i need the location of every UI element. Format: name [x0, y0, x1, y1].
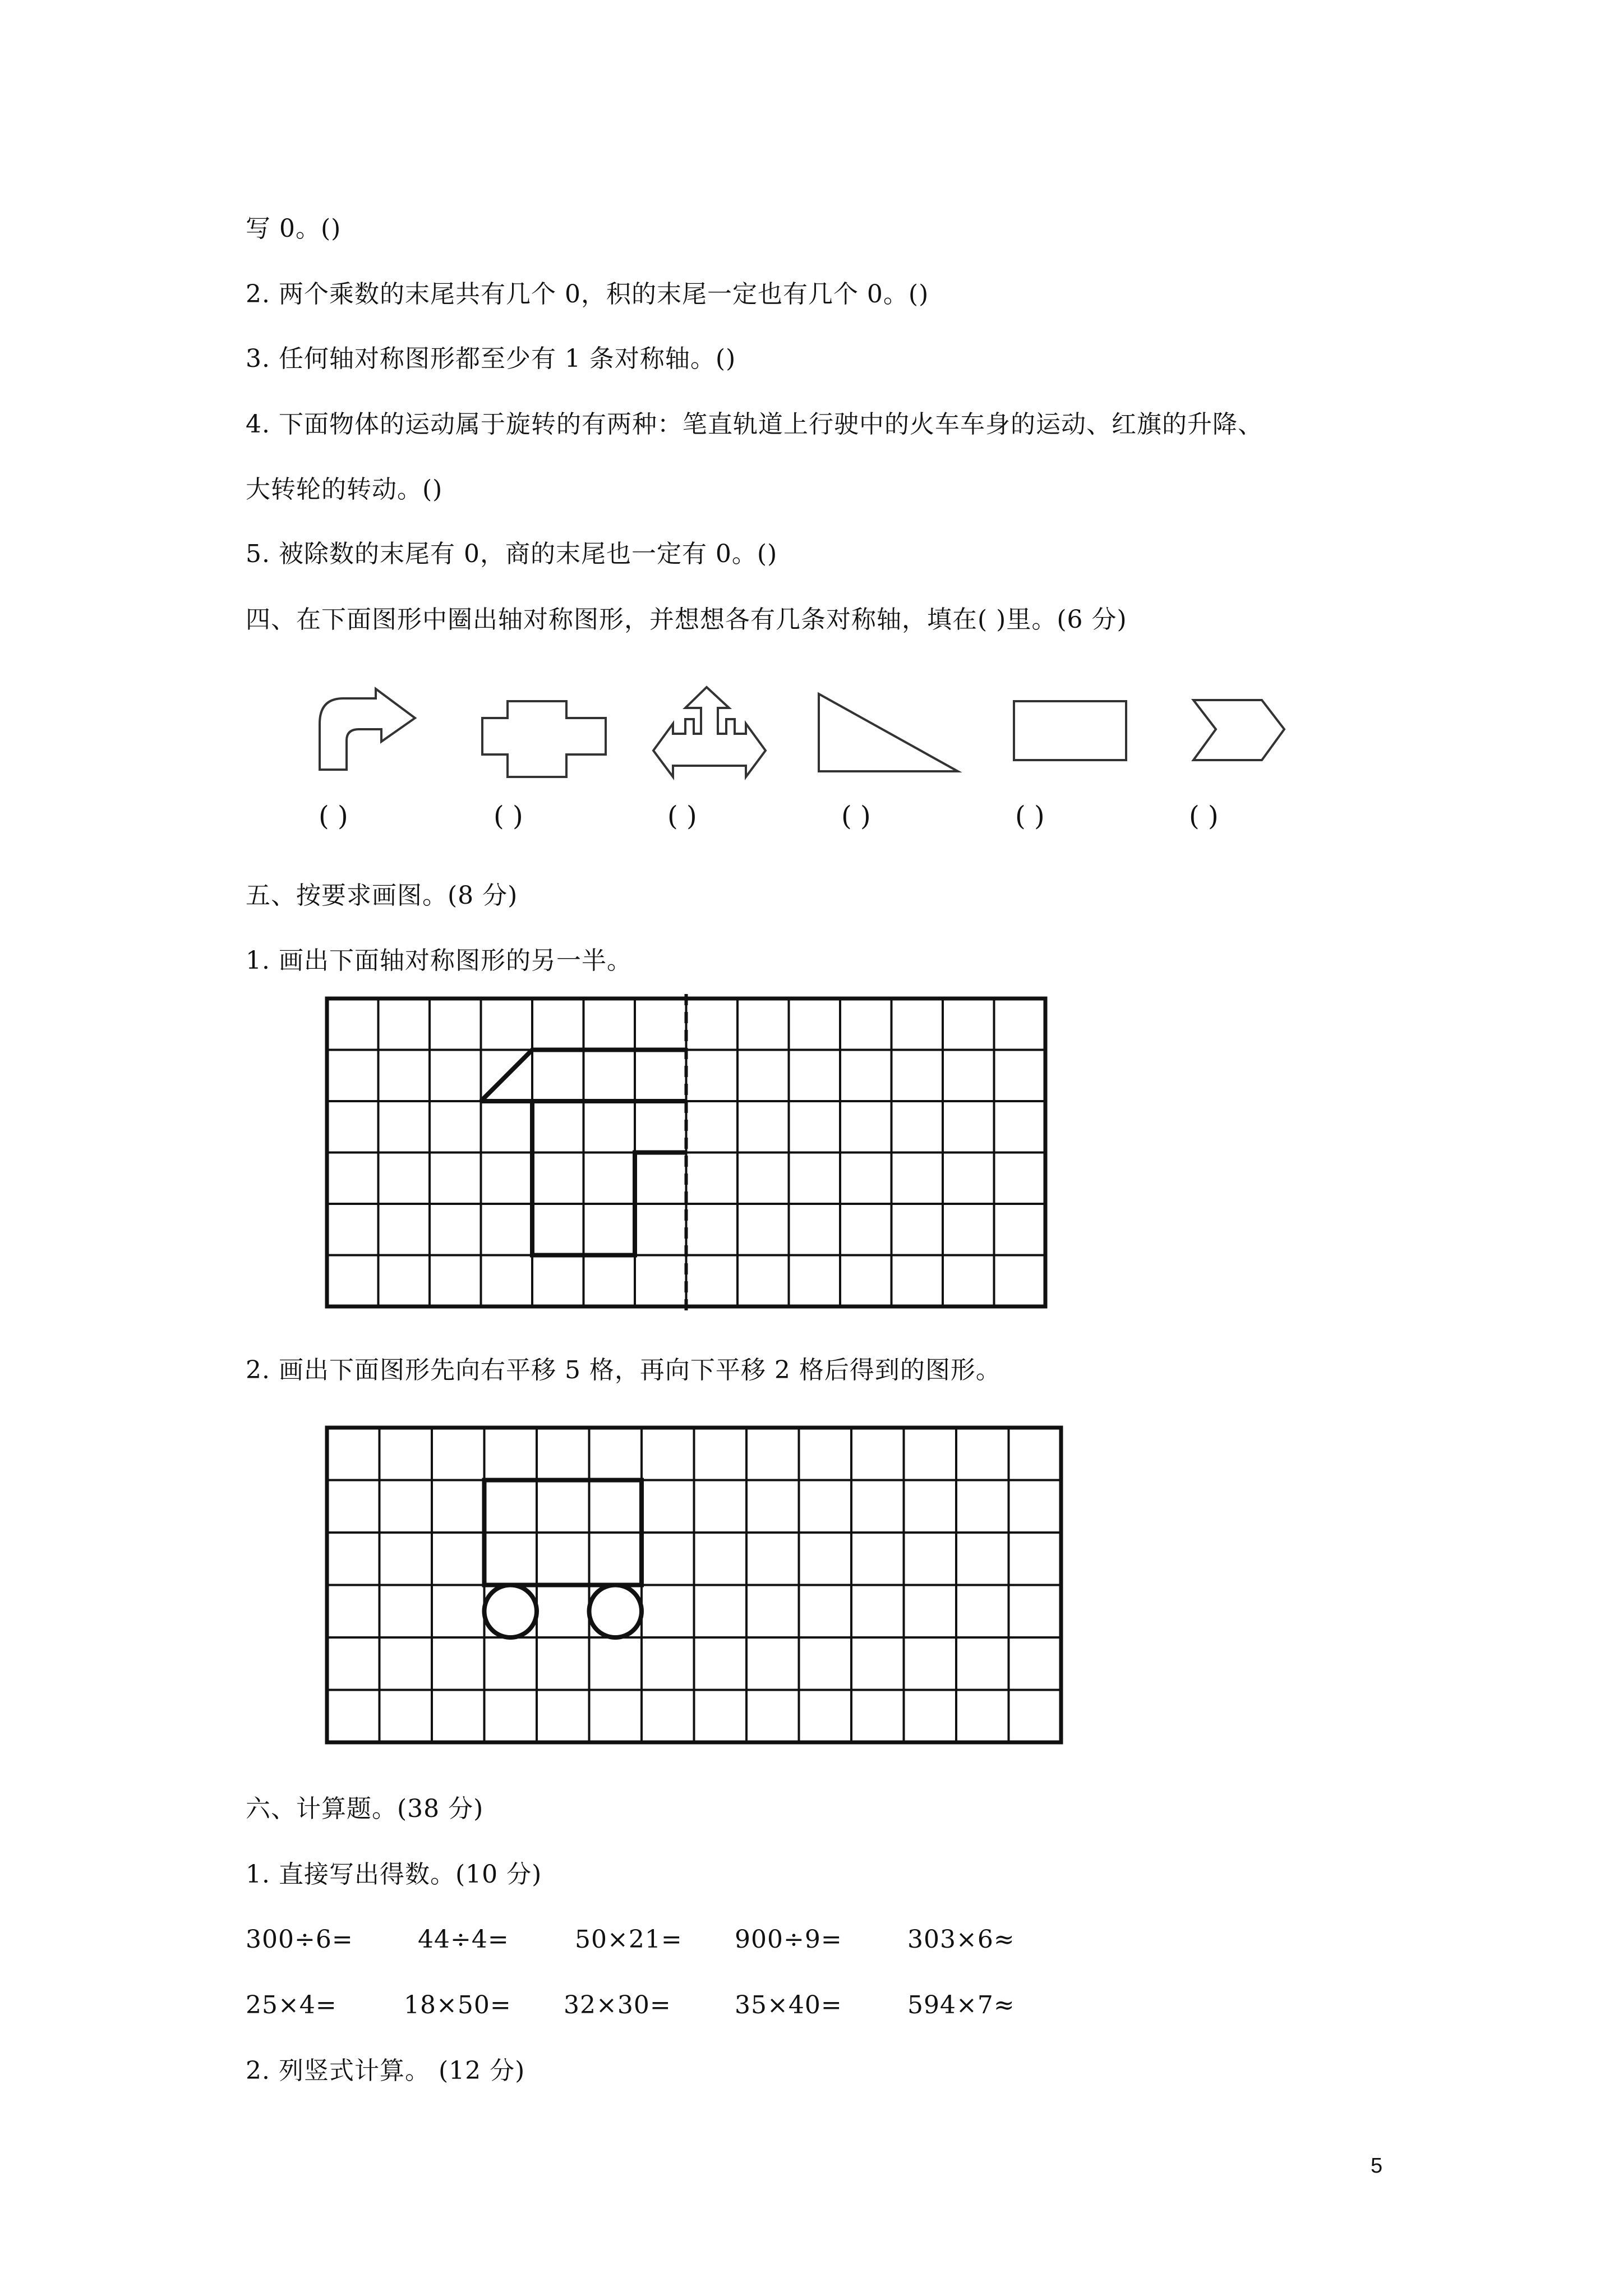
calc-row2-item2: 18×50=: [404, 1991, 511, 2019]
cart-wheel-left: [485, 1585, 537, 1638]
answer-blank-3[interactable]: ( ): [667, 800, 697, 832]
calc-row1-item1: 300÷6=: [246, 1925, 353, 1954]
calc-row2-item4: 35×40=: [735, 1991, 842, 2019]
right-triangle-icon: [819, 694, 958, 771]
section4-title: 四、在下面图形中圈出轴对称图形，并想想各有几条对称轴，填在( )里。(6 分): [246, 605, 1127, 634]
triple-arrow-icon: [653, 687, 766, 777]
section6-title: 六、计算题。(38 分): [246, 1795, 484, 1823]
chevron-icon: [1193, 700, 1284, 760]
calc-row1-item3: 50×21=: [575, 1925, 683, 1954]
cart-wheel-right: [589, 1585, 642, 1638]
item1-continuation: 写 0。(): [246, 214, 342, 243]
rectangle-icon: [1014, 701, 1126, 760]
section6-q1: 1. 直接写出得数。(10 分): [246, 1860, 542, 1889]
calc-row1-item5: 303×6≈: [907, 1925, 1015, 1954]
item2-text: 2. 两个乘数的末尾共有几个 0，积的末尾一定也有几个 0。(): [246, 280, 929, 309]
translation-grid: [327, 1428, 1061, 1742]
answer-blank-1[interactable]: ( ): [319, 800, 348, 832]
cross-icon: [482, 701, 606, 777]
turn-arrow-icon: [320, 689, 415, 770]
calc-row1-item4: 900÷9=: [735, 1925, 842, 1954]
calc-row2-item5: 594×7≈: [907, 1991, 1015, 2019]
calc-row1-item2: 44÷4=: [418, 1925, 509, 1954]
item4-text-line1: 4. 下面物体的运动属于旋转的有两种：笔直轨道上行驶中的火车车身的运动、红旗的升降、: [246, 410, 1263, 439]
section5-q2: 2. 画出下面图形先向右平移 5 格，再向下平移 2 格后得到的图形。: [246, 1356, 1001, 1384]
symmetry-grid: [327, 994, 1045, 1311]
section5-q1: 1. 画出下面轴对称图形的另一半。: [246, 946, 632, 975]
page-number: 5: [1371, 2154, 1383, 2178]
answer-blank-2[interactable]: ( ): [494, 800, 523, 832]
calc-row2-item3: 32×30=: [564, 1991, 671, 2019]
answer-blank-5[interactable]: ( ): [1015, 800, 1045, 832]
section6-q2: 2. 列竖式计算。 (12 分): [246, 2056, 525, 2085]
item4-text-line2: 大转轮的转动。(): [246, 475, 443, 504]
item5-text: 5. 被除数的末尾有 0，商的末尾也一定有 0。(): [246, 540, 778, 568]
answer-blank-6[interactable]: ( ): [1189, 800, 1219, 832]
section5-title: 五、按要求画图。(8 分): [246, 881, 518, 910]
calc-row2-item1: 25×4=: [246, 1991, 337, 2019]
answer-blank-4[interactable]: ( ): [841, 800, 871, 832]
item3-text: 3. 任何轴对称图形都至少有 1 条对称轴。(): [246, 344, 736, 373]
